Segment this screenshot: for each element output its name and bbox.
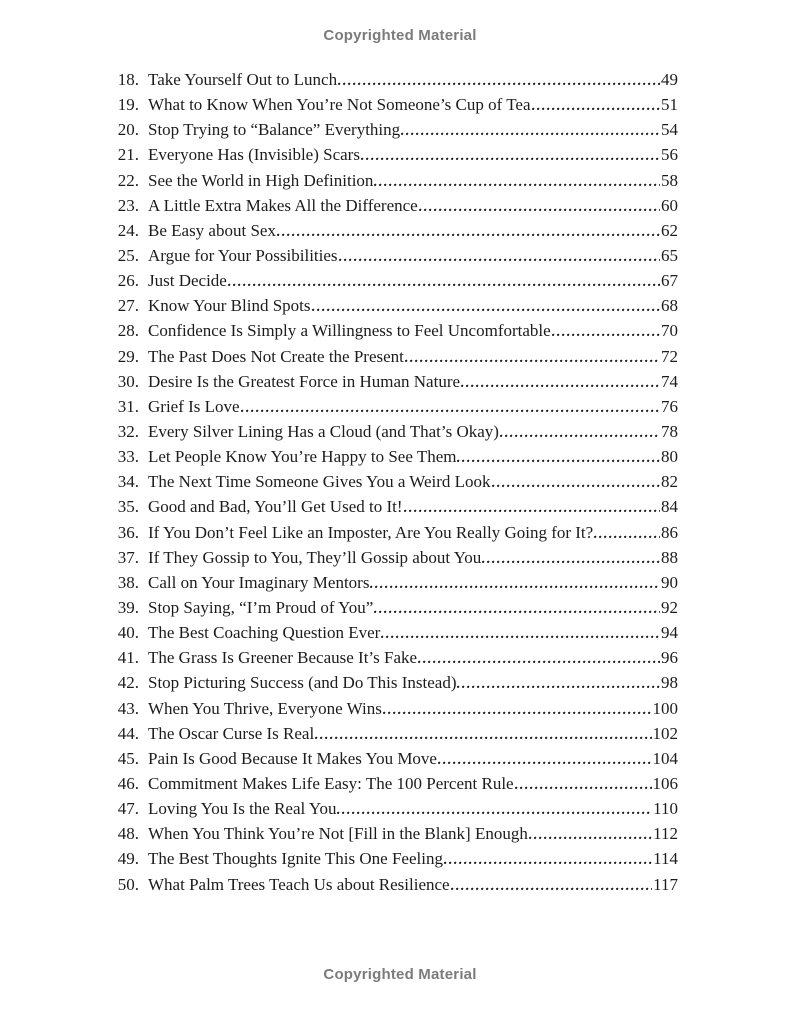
toc-entry-number: 37. (117, 547, 139, 567)
toc-entry (113, 520, 678, 545)
toc-entry (113, 318, 678, 343)
dot-leader (515, 785, 652, 789)
toc-entry-page: 56 (661, 145, 678, 165)
toc-entry-title: Call on Your Imaginary Mentors (148, 572, 370, 592)
toc-entry-page: 60 (661, 195, 678, 215)
dot-leader (277, 232, 660, 236)
toc-entry-page: 86 (661, 522, 678, 542)
toc-entry-number: 49. (117, 849, 139, 869)
toc-entry (113, 469, 678, 494)
dot-leader (457, 458, 660, 462)
toc-entry-page: 98 (661, 673, 678, 693)
dot-leader (374, 182, 660, 186)
toc-entry-page: 100 (652, 698, 678, 718)
dot-leader (492, 483, 660, 487)
toc-entry-page: 65 (661, 245, 678, 265)
dot-leader (381, 634, 660, 638)
toc-entry-page: 51 (661, 95, 678, 115)
toc-entry (113, 846, 678, 871)
toc-entry-title: Know Your Blind Spots (148, 296, 311, 316)
toc-entry (113, 394, 678, 419)
toc-entry-number: 32. (117, 421, 139, 441)
toc-entry-number: 27. (117, 296, 139, 316)
toc-entry-title: Grief Is Love (148, 396, 240, 416)
toc-entry-page: 106 (652, 773, 678, 793)
toc-entry-title: The Grass Is Greener Because It’s Fake (148, 648, 418, 668)
toc-entry (113, 168, 678, 193)
toc-entry-number: 22. (117, 170, 139, 190)
toc-entry-page: 72 (661, 346, 678, 366)
toc-entry-title: What Palm Trees Teach Us about Resilience (148, 874, 450, 894)
toc-entry-title: If You Don’t Feel Like an Imposter, Are You Really Going for It? (148, 522, 594, 542)
toc-entry-number: 39. (117, 597, 139, 617)
toc-entry-number: 25. (117, 245, 139, 265)
dot-leader (370, 584, 660, 588)
dot-leader (529, 835, 652, 839)
toc-entry-number: 47. (117, 799, 139, 819)
toc-entry (113, 444, 678, 469)
toc-entry (113, 218, 678, 243)
toc-entry-title: Every Silver Lining Has a Cloud (and That’s Okay) (148, 421, 499, 441)
toc-entry (113, 268, 678, 293)
dot-leader (532, 106, 660, 110)
toc-entry (113, 746, 678, 771)
toc-entry-page: 104 (652, 748, 678, 768)
toc-entry-page: 112 (653, 824, 678, 844)
dot-leader (338, 81, 660, 85)
toc-entry-number: 35. (117, 497, 139, 517)
table-of-contents (113, 67, 678, 897)
toc-entry-page: 67 (661, 271, 678, 291)
toc-entry-number: 38. (117, 572, 139, 592)
toc-entry-page: 90 (661, 572, 678, 592)
toc-entry-number: 43. (117, 698, 139, 718)
dot-leader (418, 659, 660, 663)
toc-entry-title: Just Decide (148, 271, 227, 291)
toc-entry (113, 494, 678, 519)
toc-entry (113, 344, 678, 369)
dot-leader (419, 207, 660, 211)
toc-entry (113, 545, 678, 570)
toc-entry-page: 62 (661, 220, 678, 240)
toc-entry-number: 50. (117, 874, 139, 894)
toc-entry-page: 114 (653, 849, 678, 869)
toc-entry-number: 30. (117, 371, 139, 391)
dot-leader (405, 358, 660, 362)
footer-copyright-notice: Copyrighted Material (323, 966, 477, 983)
toc-entry (113, 67, 678, 92)
toc-entry-page: 76 (661, 396, 678, 416)
toc-entry-title: Confidence Is Simply a Willingness to Feel Uncomfortable (148, 321, 551, 341)
toc-entry-number: 26. (117, 271, 139, 291)
dot-leader (404, 508, 660, 512)
toc-entry (113, 369, 678, 394)
toc-entry-title: Good and Bad, You’ll Get Used to It! (148, 497, 403, 517)
toc-entry-number: 24. (117, 220, 139, 240)
dot-leader (552, 332, 660, 336)
toc-entry-title: Stop Picturing Success (and Do This Instead) (148, 673, 457, 693)
toc-entry-page: 68 (661, 296, 678, 316)
dot-leader (339, 257, 660, 261)
toc-entry-title: If They Gossip to You, They’ll Gossip about You (148, 547, 482, 567)
toc-entry-title: The Past Does Not Create the Present (148, 346, 404, 366)
toc-entry (113, 620, 678, 645)
toc-entry (113, 293, 678, 318)
toc-entry (113, 645, 678, 670)
toc-entry-title: Let People Know You’re Happy to See Them (148, 447, 457, 467)
toc-entry-page: 96 (661, 648, 678, 668)
dot-leader (337, 810, 652, 814)
toc-entry-title: See the World in High Definition (148, 170, 374, 190)
toc-entry-page: 94 (661, 623, 678, 643)
toc-entry-page: 88 (661, 547, 678, 567)
toc-entry (113, 821, 678, 846)
toc-entry-number: 40. (117, 623, 139, 643)
dot-leader (312, 307, 661, 311)
toc-entry-number: 18. (117, 70, 139, 89)
toc-entry-title: Commitment Makes Life Easy: The 100 Percent Rule (148, 773, 514, 793)
toc-entry-number: 33. (117, 447, 139, 467)
toc-entry-number: 44. (117, 723, 139, 743)
toc-entry-title: Stop Trying to “Balance” Everything (148, 120, 401, 140)
dot-leader (594, 534, 660, 538)
toc-entry-page: 74 (661, 371, 678, 391)
toc-entry-page: 54 (661, 120, 678, 140)
dot-leader (361, 156, 660, 160)
toc-entry-number: 19. (117, 95, 139, 115)
dot-leader (228, 282, 660, 286)
toc-entry (113, 721, 678, 746)
toc-entry (113, 595, 678, 620)
dot-leader (241, 408, 660, 412)
dot-leader (500, 433, 660, 437)
toc-entry-title: What to Know When You’re Not Someone’s Cup of Tea (148, 95, 531, 115)
toc-entry-title: Pain Is Good Because It Makes You Move (148, 748, 437, 768)
toc-entry-title: The Best Coaching Question Ever (148, 623, 381, 643)
toc-entry-page: 78 (661, 421, 678, 441)
dot-leader (444, 860, 652, 864)
toc-entry-page: 58 (661, 170, 678, 190)
toc-entry-number: 34. (117, 472, 139, 492)
toc-entry-page: 102 (652, 723, 678, 743)
dot-leader (482, 559, 660, 563)
toc-entry (113, 117, 678, 142)
toc-entry (113, 92, 678, 117)
header-copyright-notice: Copyrighted Material (323, 27, 477, 44)
toc-entry (113, 142, 678, 167)
toc-entry (113, 696, 678, 721)
toc-entry-page: 84 (661, 497, 678, 517)
dot-leader (401, 131, 660, 135)
toc-entry-page: 70 (661, 321, 678, 341)
toc-entry-number: 41. (117, 648, 139, 668)
toc-entry-page: 82 (661, 472, 678, 492)
toc-entry (113, 570, 678, 595)
toc-entry-title: The Oscar Curse Is Real (148, 723, 315, 743)
toc-entry-page: 117 (653, 874, 678, 894)
dot-leader (451, 886, 653, 890)
toc-entry-number: 42. (117, 673, 139, 693)
toc-entry-title: Stop Saying, “I’m Proud of You” (148, 597, 374, 617)
toc-entry-title: Take Yourself Out to Lunch (148, 70, 338, 89)
toc-entry-number: 23. (117, 195, 139, 215)
toc-entry-number: 45. (117, 748, 139, 768)
toc-entry-title: Everyone Has (Invisible) Scars (148, 145, 360, 165)
toc-entry-title: Desire Is the Greatest Force in Human Nature (148, 371, 461, 391)
toc-entry (113, 419, 678, 444)
toc-entry-title: Be Easy about Sex (148, 220, 276, 240)
toc-entry-number: 36. (117, 522, 139, 542)
dot-leader (374, 609, 660, 613)
dot-leader (438, 760, 652, 764)
toc-entry (113, 872, 678, 897)
dot-leader (383, 710, 652, 714)
toc-entry-title: When You Think You’re Not [Fill in the Blank] Enough (148, 824, 528, 844)
toc-entry-title: Argue for Your Possibilities (148, 245, 338, 265)
dot-leader (457, 684, 660, 688)
dot-leader (315, 735, 651, 739)
toc-entry-page: 110 (653, 799, 678, 819)
toc-entry-number: 20. (117, 120, 139, 140)
toc-entry-title: A Little Extra Makes All the Difference (148, 195, 418, 215)
toc-entry-page: 49 (661, 70, 678, 89)
toc-entry-number: 21. (117, 145, 139, 165)
toc-entry (113, 670, 678, 695)
toc-entry-number: 28. (117, 321, 139, 341)
toc-entry-title: Loving You Is the Real You (148, 799, 337, 819)
toc-entry (113, 193, 678, 218)
toc-entry-number: 46. (117, 773, 139, 793)
toc-entry-number: 31. (117, 396, 139, 416)
toc-entry-number: 29. (117, 346, 139, 366)
toc-entry (113, 796, 678, 821)
toc-entry (113, 243, 678, 268)
toc-entry (113, 771, 678, 796)
toc-entry-number: 48. (117, 824, 139, 844)
dot-leader (461, 383, 660, 387)
toc-entry-page: 80 (661, 447, 678, 467)
toc-entry-title: When You Thrive, Everyone Wins (148, 698, 382, 718)
toc-entry-title: The Best Thoughts Ignite This One Feeling (148, 849, 443, 869)
toc-entry-title: The Next Time Someone Gives You a Weird Look (148, 472, 491, 492)
toc-entry-page: 92 (661, 597, 678, 617)
